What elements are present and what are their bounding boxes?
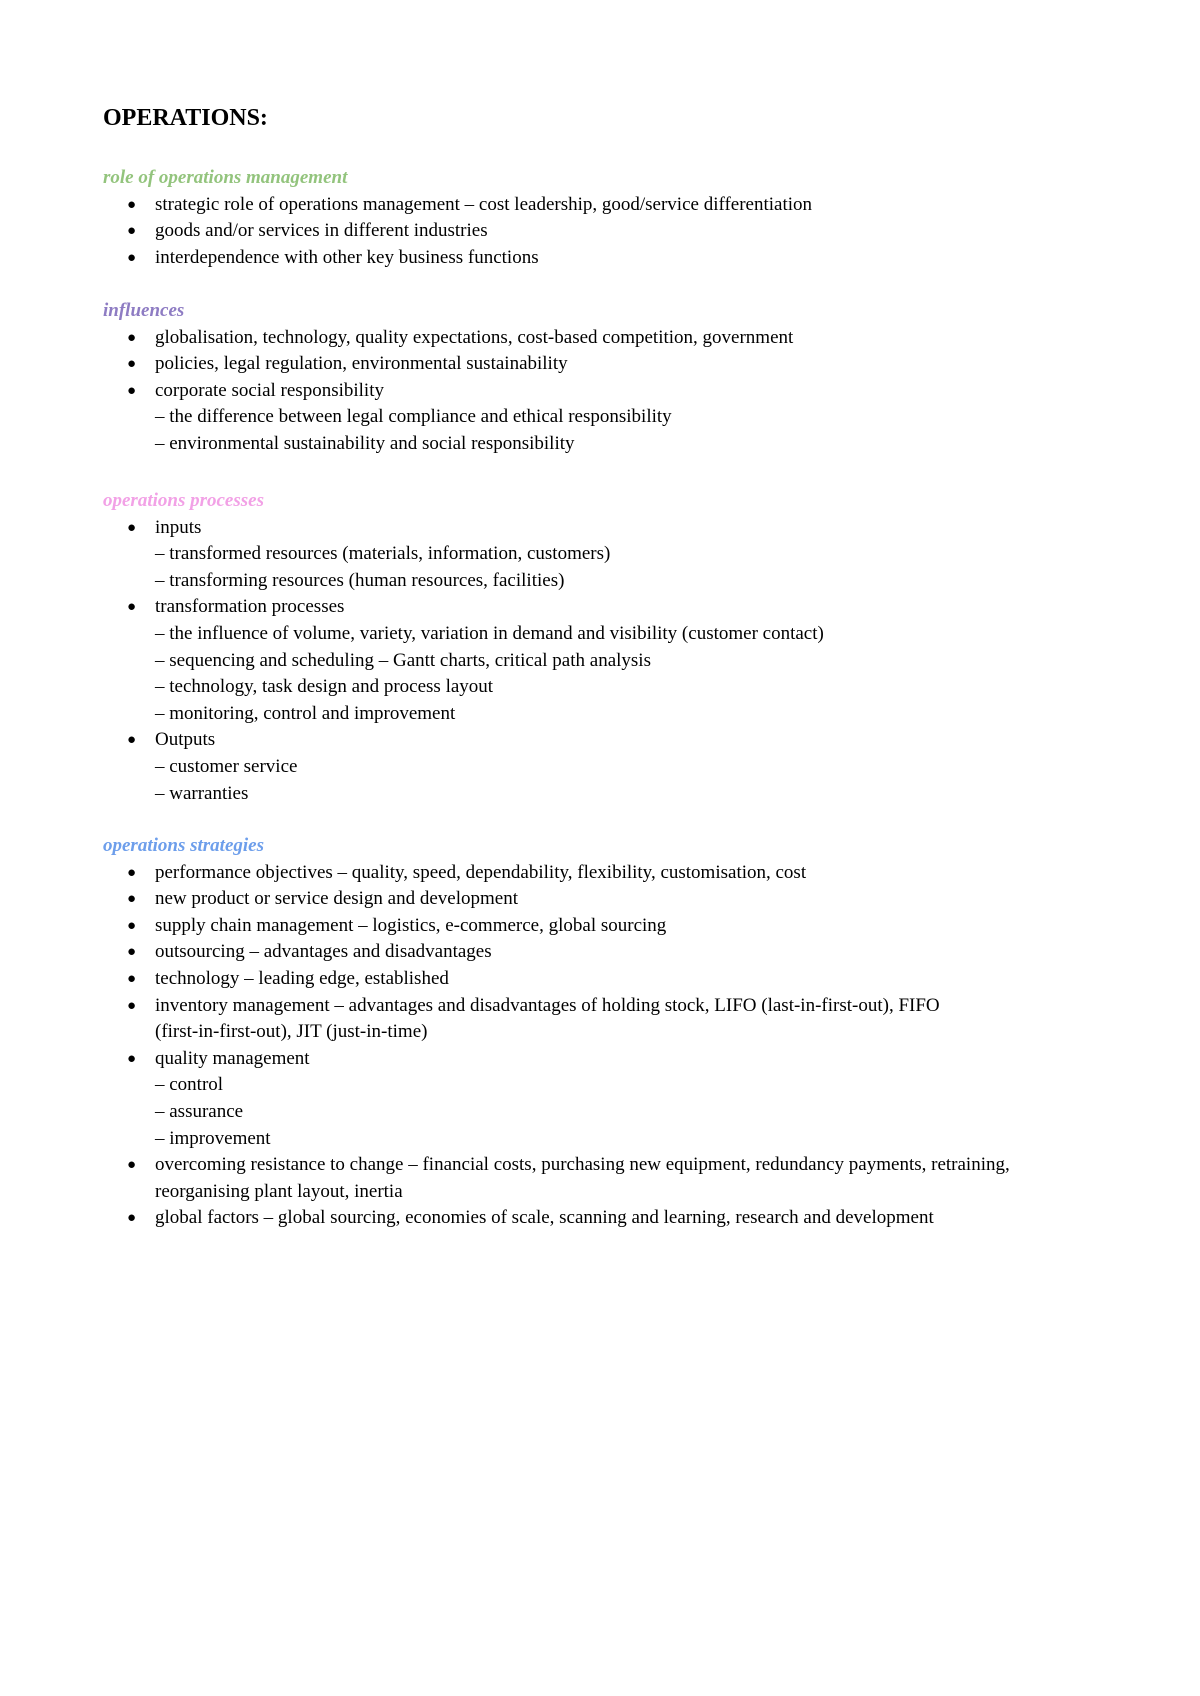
bullet-list (103, 860, 1103, 1232)
list-item: ● globalisation, technology, quality expectations, cost-based competition, government (103, 325, 1103, 352)
sub-item: – environmental sustainability and social responsibility (155, 432, 575, 454)
section-heading: influences (103, 300, 185, 321)
list-item: ● overcoming resistance to change – financial costs, purchasing new equipment, redundancy payments, retraining, reorganising plant layout, inertia (103, 1152, 1103, 1205)
list-item: ● new product or service design and development (103, 886, 1103, 913)
sub-item: – assurance (155, 1100, 244, 1122)
section-heading: role of operations management (103, 167, 348, 188)
section-influences (103, 298, 1103, 458)
list-item: ● strategic role of operations management – cost leadership, good/service differentiation (103, 192, 1103, 219)
list-item: ● quality management (103, 1046, 1103, 1073)
sub-item: – sequencing and scheduling – Gantt charts, critical path analysis (155, 649, 651, 671)
sub-item: – transformed resources (materials, information, customers) (155, 543, 611, 565)
sub-item: – transforming resources (human resources, facilities) (155, 569, 565, 591)
list-item: ● inventory management – advantages and disadvantages of holding stock, LIFO (last-in-first-out), FIFO (first-in-first-out), JIT (just-in-time) (103, 993, 1103, 1046)
sub-item: – technology, task design and process layout (155, 676, 494, 698)
sub-item: – the influence of volume, variety, variation in demand and visibility (customer contact) (155, 622, 824, 644)
sub-item: – customer service (155, 755, 298, 777)
section-operations-strategies (103, 833, 1103, 1232)
list-item: ● outsourcing – advantages and disadvantages (103, 939, 1103, 966)
section-heading: operations processes (103, 490, 264, 511)
list-item: ● corporate social responsibility (103, 378, 1103, 405)
list-item: ● inputs (103, 515, 1103, 542)
list-item: ● performance objectives – quality, speed, dependability, flexibility, customisation, cost (103, 860, 1103, 887)
sub-item: – improvement (155, 1127, 271, 1149)
list-item: ● interdependence with other key business functions (103, 245, 1103, 272)
list-item: ● goods and/or services in different industries (103, 218, 1103, 245)
section-operations-processes (103, 488, 1103, 807)
list-item: ● transformation processes (103, 594, 1103, 621)
list-item: ● policies, legal regulation, environmental sustainability (103, 351, 1103, 378)
sub-item: – the difference between legal compliance and ethical responsibility (155, 406, 672, 428)
bullet-list (103, 325, 1103, 405)
sub-item: – monitoring, control and improvement (155, 702, 456, 724)
section-heading: operations strategies (103, 835, 264, 856)
section-role-of-operations-management (103, 165, 1103, 271)
bullet-list (103, 515, 1103, 808)
page-title: OPERATIONS: (103, 105, 268, 131)
list-item: ● technology – leading edge, established (103, 966, 1103, 993)
sub-item: – control (155, 1074, 224, 1096)
list-item: ● global factors – global sourcing, economies of scale, scanning and learning, research and development (103, 1205, 1103, 1232)
bullet-list (103, 192, 1103, 272)
list-item: ● supply chain management – logistics, e-commerce, global sourcing (103, 913, 1103, 940)
list-item: ● Outputs (103, 727, 1103, 754)
sub-item: – warranties (155, 782, 249, 804)
